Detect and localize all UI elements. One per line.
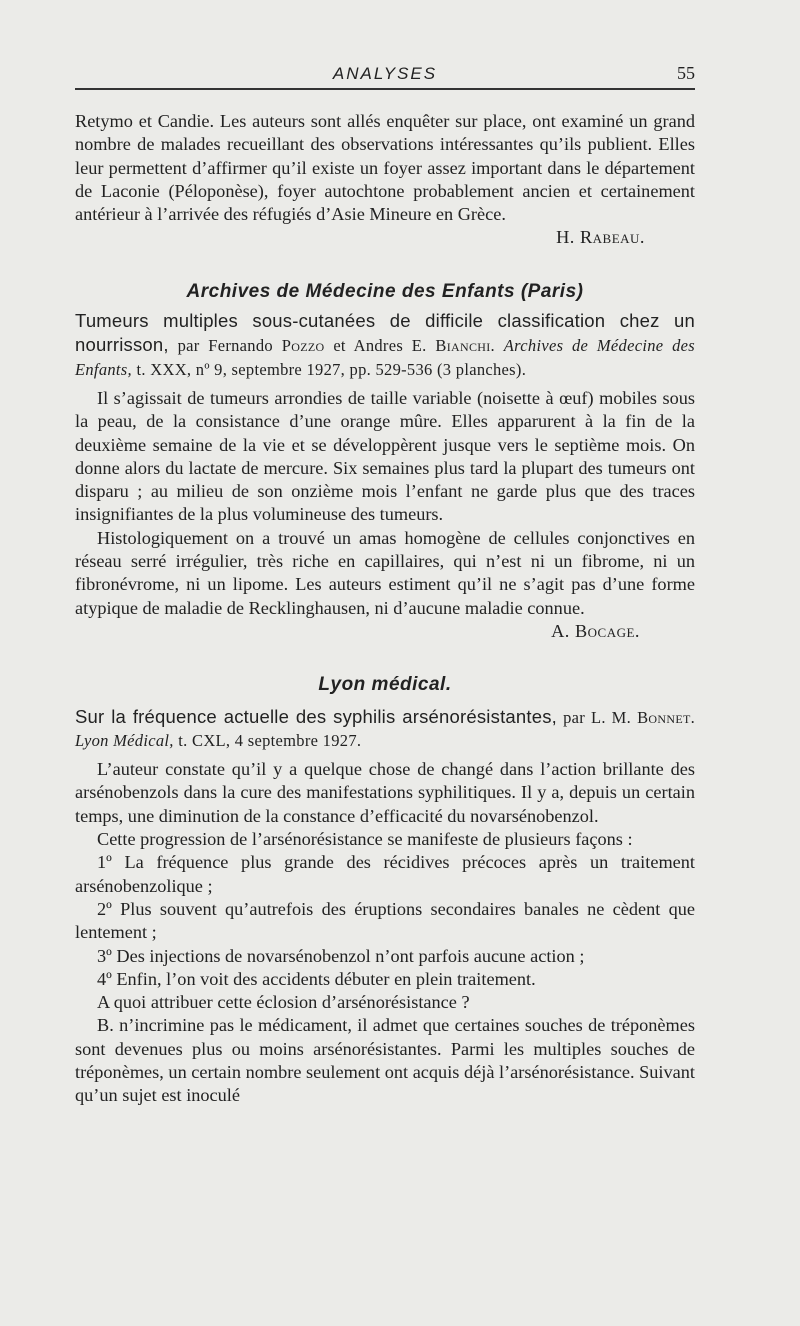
section1-by: par Fernando	[177, 336, 273, 356]
page-body	[75, 110, 695, 1108]
section2-article-header	[75, 705, 695, 753]
section1-author2: Bianchi.	[435, 336, 495, 356]
section2-question: A quoi attribuer cette éclosion d’arsénorésistance ?	[97, 992, 470, 1013]
section1-article-title: Tumeurs multiples sous-cutanées de difficile classification chez un nourrisson,	[75, 310, 695, 356]
section2-ref-details: t. CXL, 4 septembre 1927.	[178, 730, 362, 750]
section1-signature: A. Bocage.	[551, 620, 640, 641]
section2-paragraph-2: Cette progression de l’arsénorésistance se manifeste de plusieurs façons :	[97, 829, 633, 850]
section2-list-item-3: 3º Des injections de novarsénobenzol n’ont parfois aucune action ;	[97, 945, 585, 966]
section2-article-title: Sur la fréquence actuelle des syphilis arsénorésistantes,	[75, 705, 558, 727]
section2-list-item-1: 1º La fréquence plus grande des récidives précoces après un traitement arsénobenzolique ;	[75, 852, 695, 896]
page-number: 55	[677, 63, 695, 83]
intro-signature: H. Rabeau.	[556, 227, 645, 248]
section1-journal-ref: Archives de Médecine des Enfants,	[75, 336, 695, 379]
section1-and: et Andres E.	[333, 336, 427, 356]
section1-paragraph-1: Il s’agissait de tumeurs arrondies de taille variable (noisette à œuf) mobiles sous la peau, de la consistance d’une orange mûre. Elles apparurent à la fin de la deuxième semaine de la vie et se développèrent jusque vers le septième mois. On donne alors du lactate de mercure. Six semaines plus tard la plupart des tumeurs ont disparu ; au milieu de son onzième mois l’enfant ne garde plus que des traces insignifiantes de la plus volumineuse des tumeurs.	[75, 387, 695, 525]
section1-journal-heading: Archives de Médecine des Enfants (Paris)	[186, 280, 584, 302]
section1-paragraph-2: Histologiquement on a trouvé un amas homogène de cellules conjonctives en réseau serré irrégulier, très riche en capillaires, qui n’est ni un fibrome, ni un fibronévrome, ni un lipome. Les auteurs estiment qu’il ne s’agit pas d’une forme atypique de maladie de Recklinghausen, ni d’aucune maladie connue.	[75, 527, 695, 618]
section1-author1: Pozzo	[281, 336, 325, 356]
section1-article-header	[75, 309, 695, 381]
section2-paragraph-1: L’auteur constate qu’il y a quelque chose de changé dans l’action brillante des arsénobenzols dans la cure des manifestations syphilitiques. Il y a, depuis un certain temps, une diminution de la constance d’efficacité du novarsénobenzol.	[75, 759, 695, 826]
section1-ref-details: t. XXX, nº 9, septembre 1927, pp. 529-536 (3 planches).	[136, 359, 527, 379]
section2-by: par L. M.	[563, 707, 632, 727]
section2-paragraph-last: B. n’incrimine pas le médicament, il admet que certaines souches de tréponèmes sont devenues plus ou moins arsénorésistantes. Parmi les multiples souches de tréponèmes, un certain nombre seulement ont acquis déjà l’arsénorésistance. Suivant qu’un sujet est inoculé	[75, 1015, 695, 1106]
section2-journal-heading: Lyon médical.	[318, 674, 452, 696]
running-title: ANALYSES	[332, 64, 438, 83]
section2-list-item-4: 4º Enfin, l’on voit des accidents débuter en plein traitement.	[97, 968, 536, 989]
section2-author: Bonnet.	[637, 707, 696, 727]
section2-list-item-2: 2º Plus souvent qu’autrefois des éruptions secondaires banales ne cèdent que lentement ;	[75, 898, 695, 943]
running-header	[75, 58, 695, 90]
section2-journal-ref: Lyon Médical,	[75, 730, 174, 750]
intro-paragraph: Retymo et Candie. Les auteurs sont allés enquêter sur place, ont examiné un grand nombre de malades recueillant des observations intéressantes qu’ils publient. Elles leur permettent d’affirmer qu’il existe un foyer assez important dans le département de Laconie (Péloponèse), foyer autochtone probablement ancien et certainement antérieur à l’arrivée des réfugiés d’Asie Mineure en Grèce.	[75, 111, 695, 225]
